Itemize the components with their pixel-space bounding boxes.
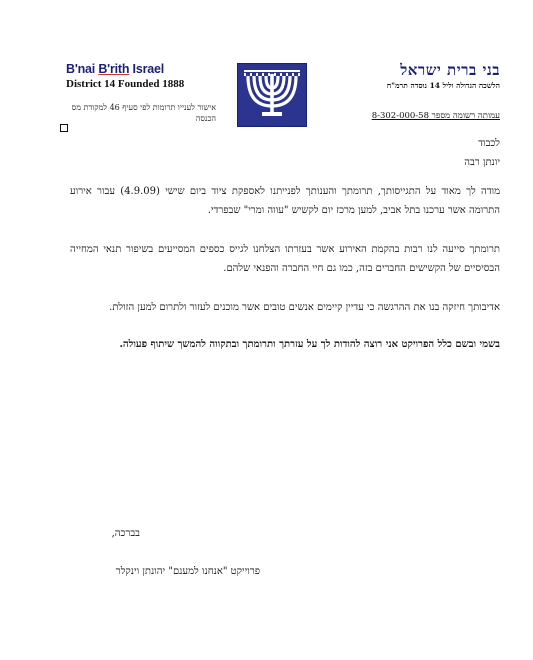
- org-name-part-2: B'rith: [98, 62, 130, 76]
- paragraph-3: אדיבותך חיזקה בנו את ההרגשה כי עדיין קיימים אנשים טובים אשר מוכנים לעזור ולתרום למען הזולת.: [109, 302, 500, 313]
- signature-line: פרוייקט "אנחנו למענם" יהונתן וינקלר: [115, 566, 260, 577]
- org-name-part-3: Israel: [129, 62, 165, 76]
- paragraph-1: מודה לך מאוד על התגייסותך, תרומתך והענותך לפנייתנו לאספקת ציוד ביום שישי (4.9.09) עבור אירוע התרומה אשר ערכנו בתל אביב, למען מרכז יום לקשיש "עווה ומרי" שבפרדי.: [70, 186, 501, 216]
- hebrew-org-name: בני ברית ישראל: [400, 61, 500, 79]
- registration-text: עמותה רשומה מספר 8-302-000-58: [371, 111, 500, 121]
- tax-approval-note: אישור לענייו תרומות לפי סעיף 46 למקודת מס הכנסה: [71, 103, 216, 123]
- letter-body: [70, 134, 500, 354]
- greeting-line: לכבוד: [478, 138, 500, 149]
- paragraph-4: [70, 335, 500, 354]
- menorah-logo-icon: [237, 63, 307, 127]
- hebrew-founded-line: הלשכה הגדולה וליל 14 נוסדה תרמ"ח: [386, 81, 500, 90]
- paragraph-4-text: בשמי ובשם כלל הפרויקט אני רוצה להודות לך על עזרתך ותרומתך ובתקווה להמשך שיתוף פעולה.: [119, 339, 500, 350]
- org-name-part-1: B'nai: [66, 62, 99, 76]
- english-letterhead: [66, 62, 216, 91]
- checkbox-square-icon: [60, 124, 68, 132]
- hebrew-letterhead: [330, 62, 500, 91]
- english-org-name: [66, 62, 216, 76]
- english-founded-line: District 14 Founded 1888: [66, 78, 185, 90]
- recipient-name: יונתן רבה: [464, 157, 500, 168]
- closing-line: בברכה,: [111, 528, 140, 539]
- registration-number: [300, 110, 500, 121]
- paragraph-2: תרומתך סייעה לנו רבות בהקמת האירוע אשר בעזרתו הצלחנו לגייס כספים המסייעים בשיפור תנאי המחייה הבסיסיים של הקשישים החברים בזה, כמו גם חיי החברה והפנאי שלהם.: [70, 244, 500, 274]
